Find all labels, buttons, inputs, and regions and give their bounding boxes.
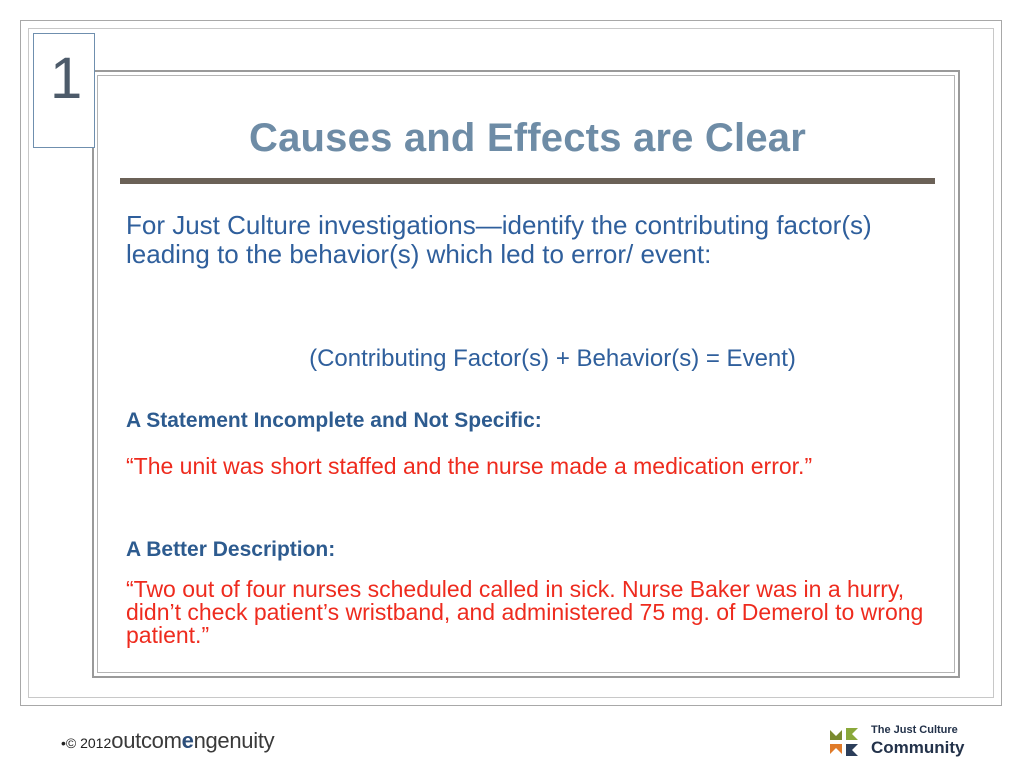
slide-number: 1	[50, 46, 83, 111]
just-culture-community-logo	[826, 724, 976, 760]
incomplete-statement-label: A Statement Incomplete and Not Specific:	[126, 409, 542, 432]
brand-text-part3: ngenuity	[193, 728, 275, 753]
footer-copyright	[61, 728, 274, 754]
footer-bullet: •	[61, 735, 66, 751]
equation-text: (Contributing Factor(s) + Behavior(s) = Event)	[309, 345, 796, 372]
slide-title: Causes and Effects are Clear	[249, 116, 806, 160]
intro-text: For Just Culture investigations—identify the contributing factor(s) leading to the behavior(s) which led to error/ event:	[126, 210, 872, 269]
incomplete-statement-quote: “The unit was short staffed and the nurse made a medication error.”	[126, 453, 813, 479]
logo-line-2: Community	[871, 738, 965, 757]
logo-line-1: The Just Culture	[871, 724, 958, 736]
better-description-quote: “Two out of four nurses scheduled called in sick. Nurse Baker was in a hurry, didn’t check patient’s wristband, and administered 75 mg. of Demerol to wrong patient.”	[126, 576, 924, 648]
better-description-label: A Better Description:	[126, 538, 336, 561]
brand-text-part1: outcom	[111, 728, 182, 753]
outcome-engenuity-logo	[111, 728, 274, 753]
brand-text-part2: e	[181, 728, 194, 753]
copyright-text: © 2012	[65, 735, 112, 751]
community-logo-icon	[826, 726, 862, 758]
title-divider	[120, 178, 935, 184]
